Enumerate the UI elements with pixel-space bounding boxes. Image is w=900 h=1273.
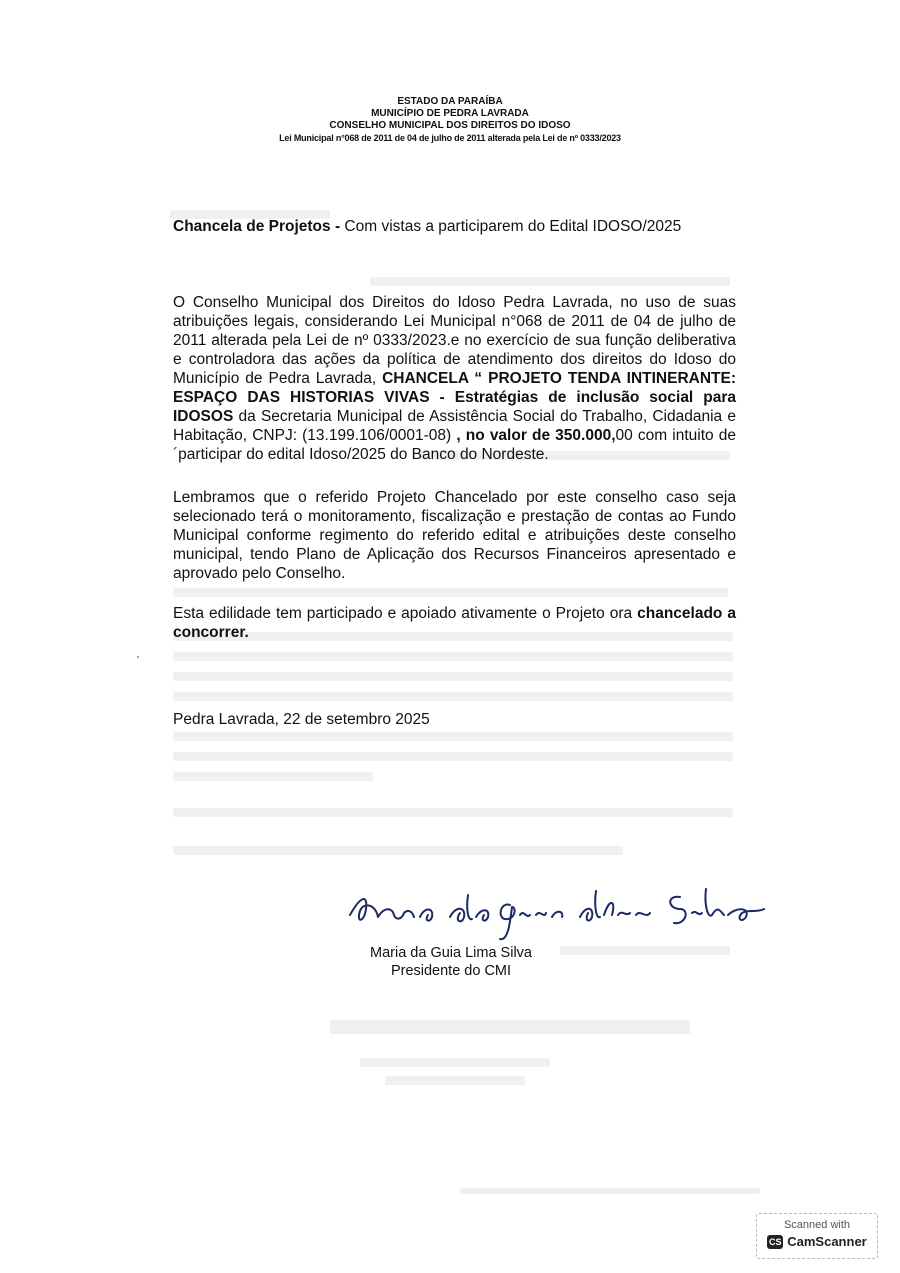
place-date: Pedra Lavrada, 22 de setembro 2025	[173, 711, 430, 728]
p1-project-title: CHANCELA “ PROJETO TENDA INTINERANTE: ESPAÇO DAS HISTORIAS VIVAS - Estratégias de inclusão social para IDOSOS	[173, 370, 736, 425]
signatory-role: Presidente do CMI	[390, 963, 512, 979]
badge-brand	[757, 1234, 877, 1249]
scan-speck	[137, 656, 139, 658]
header-law: Lei Municipal n°068 de 2011 de 04 de julho de 2011 alterada pela Lei de nº 0333/2023	[279, 133, 621, 143]
p1-value: , no valor de 350.000,	[451, 427, 616, 444]
subject-line	[173, 218, 681, 236]
subject-text: Com vistas a participarem do Edital IDOSO/2025	[340, 218, 682, 235]
p3-bold: chancelado a concorrer.	[173, 605, 736, 641]
paragraph-1	[173, 293, 736, 464]
header-state: ESTADO DA PARAÍBA	[397, 96, 503, 107]
subject-bold: Chancela de Projetos -	[173, 218, 341, 235]
signatory-name: Maria da Guia Lima Silva	[370, 945, 532, 961]
handwritten-signature	[340, 875, 770, 945]
signatory-block	[366, 944, 536, 980]
camscanner-logo-icon: CS	[768, 1236, 782, 1247]
header-council: CONSELHO MUNICIPAL DOS DIREITOS DO IDOSO	[329, 120, 571, 131]
letterhead	[0, 96, 900, 144]
p1-text-1: O Conselho Municipal dos Direitos do Idoso Pedra Lavrada, no uso de suas atribuições legais, considerando Lei Municipal n°068 de 2011 de 04 de julho de 2011 alterada pela Lei de nº 0333/2023.e no exercício de sua função deliberativa e controladora das ações da política de atendimento dos direitos do Idoso do Município de Pedra Lavrada,	[173, 294, 736, 387]
p1-text-2: da Secretaria Municipal de Assistência Social do Trabalho, Cidadania e Habitação, CNPJ: (13.199.106/0001-08)	[173, 408, 736, 444]
p3-text: Esta edilidade tem participado e apoiado ativamente o Projeto ora	[173, 605, 638, 622]
paragraph-3	[173, 604, 736, 642]
header-municipality: MUNICÍPIO DE PEDRA LAVRADA	[371, 108, 529, 119]
camscanner-badge	[756, 1213, 878, 1259]
badge-brand-text: CamScanner	[787, 1234, 867, 1249]
badge-scanned-with: Scanned with	[783, 1219, 851, 1231]
p1-text-3: 00 com intuito de ´participar do edital Idoso/2025 do Banco do Nordeste.	[173, 427, 737, 463]
paragraph-2: Lembramos que o referido Projeto Chancelado por este conselho caso seja selecionado terá o monitoramento, fiscalização e prestação de contas ao Fundo Municipal conforme regimento do referido edital e atribuições deste conselho municipal, tendo Plano de Aplicação dos Recursos Financeiros apresentado e aprovado pelo Conselho.	[173, 489, 736, 582]
